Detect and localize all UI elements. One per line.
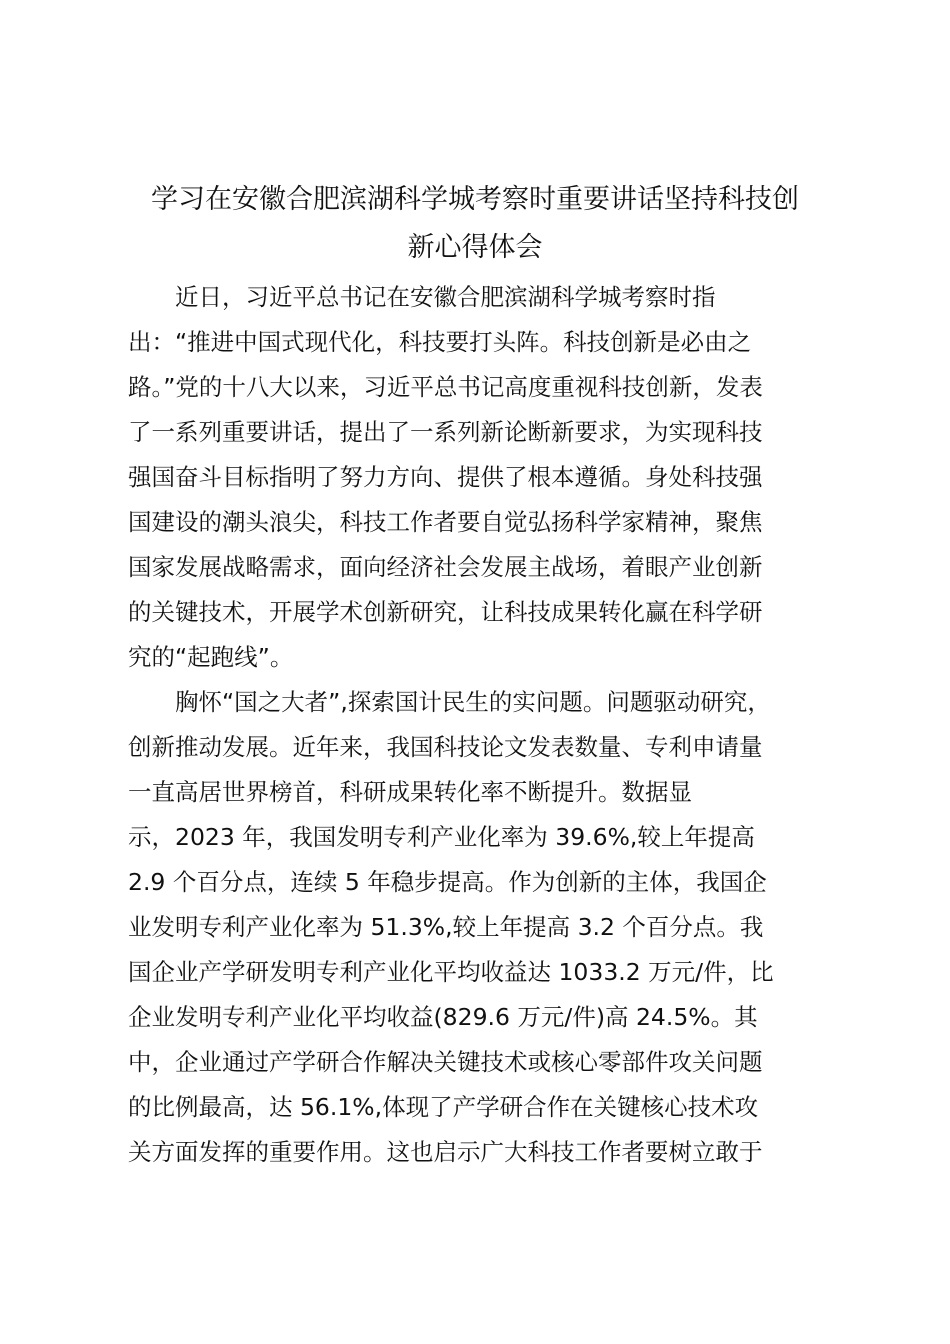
document-body xyxy=(128,275,838,1175)
text-line: 2.9 个百分点，连续 5 年稳步提高。作为创新的主体，我国企 xyxy=(128,868,767,896)
text-line: 企业发明专利产业化平均收益(829.6 万元/件)高 24.5%。其 xyxy=(128,1003,758,1031)
text-line: 一直高居世界榜首，科研成果转化率不断提升。数据显 xyxy=(128,778,692,806)
text-line: 业发明专利产业化率为 51.3%,较上年提高 3.2 个百分点。我 xyxy=(128,913,764,941)
text-line: 示，2023 年，我国发明专利产业化率为 39.6%,较上年提高 xyxy=(128,823,755,851)
paragraph-2 xyxy=(128,680,838,1175)
text-line: 中，企业通过产学研合作解决关键技术或核心零部件攻关问题 xyxy=(128,1048,763,1076)
text-line: 了一系列重要讲话，提出了一系列新论断新要求，为实现科技 xyxy=(128,418,763,446)
text-line: 国企业产学研发明专利产业化平均收益达 1033.2 万元/件，比 xyxy=(128,958,774,986)
text-line: 关方面发挥的重要作用。这也启示广大科技工作者要树立敢于 xyxy=(128,1138,763,1166)
text-line: 强国奋斗目标指明了努力方向、提供了根本遵循。身处科技强 xyxy=(128,463,763,491)
title-line: 学习在安徽合肥滨湖科学城考察时重要讲话坚持科技创 xyxy=(151,184,799,215)
text-line: 的比例最高，达 56.1%,体现了产学研合作在关键核心技术攻 xyxy=(128,1093,759,1121)
text-line: 的关键技术，开展学术创新研究，让科技成果转化赢在科学研 xyxy=(128,598,763,626)
document-title xyxy=(120,176,830,272)
title-line: 新心得体会 xyxy=(407,232,543,263)
text-line: 出：“推进中国式现代化，科技要打头阵。科技创新是必由之 xyxy=(128,328,752,356)
text-line: 究的“起跑线”。 xyxy=(128,643,294,671)
text-line: 胸怀“国之大者”,探索国计民生的实问题。问题驱动研究， xyxy=(175,688,771,716)
text-line: 国家发展战略需求，面向经济社会发展主战场，着眼产业创新 xyxy=(128,553,763,581)
text-line: 国建设的潮头浪尖，科技工作者要自觉弘扬科学家精神，聚焦 xyxy=(128,508,763,536)
paragraph-1 xyxy=(128,275,838,680)
text-line: 创新推动发展。近年来，我国科技论文发表数量、专利申请量 xyxy=(128,733,763,761)
text-line: 路。”党的十八大以来，习近平总书记高度重视科技创新，发表 xyxy=(128,373,763,401)
text-line: 近日，习近平总书记在安徽合肥滨湖科学城考察时指 xyxy=(175,283,716,311)
